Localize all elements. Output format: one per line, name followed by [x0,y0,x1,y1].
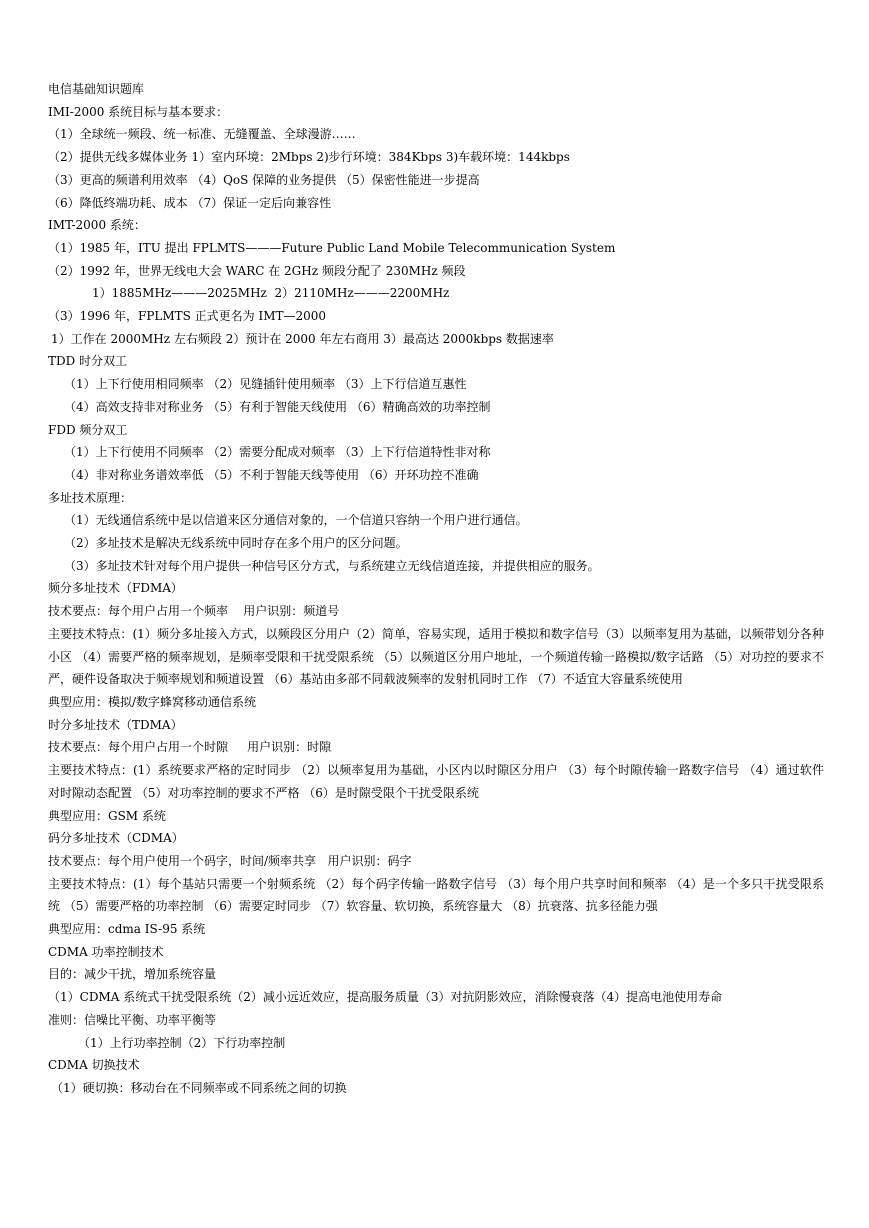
list-item: （6）降低终端功耗、成本 （7）保证一定后向兼容性 [48,195,332,210]
section-heading: CDMA 切换技术 [48,1058,140,1073]
list-item: （1）硬切换：移动台在不同频率或不同系统之间的切换 [51,1080,347,1095]
list-item: （1）上下行使用不同频率 （2）需要分配成对频率 （3）上下行信道特性非对称 [64,445,491,460]
paragraph: 典型应用：GSM 系统 [48,808,166,823]
paragraph: 主要技术特点：(1）每个基站只需要一个射频系统 （2）每个码字传输一路数字信号 （3）每个用户共享时间和频率 （4）是一个多只干扰受限系统 （5）需要严格的功率控制 （6）需要定时同步 （7）软容量、软切换，系统容量大 （8）抗衰落、抗多径能力强 [48,876,824,914]
list-item: 1）1885MHz———2025MHz 2）2110MHz———2200MHz [92,286,450,301]
list-item: （3）更高的频谱利用效率 （4）QoS 保障的业务提供 （5）保密性能进一步提高 [48,172,480,187]
paragraph: 技术要点：每个用户占用一个频率 用户识别：频道号 [48,604,340,619]
doc-title: 电信基础知识题库 [48,82,145,96]
section-heading: 时分多址技术（TDMA） [48,717,183,732]
section-heading: IMI-2000 系统目标与基本要求： [48,104,229,119]
list-item: （2）1992 年，世界无线电大会 WARC 在 2GHz 频段分配了 230MHz 频段 [48,263,466,278]
section-heading: FDD 频分双工 [48,422,128,437]
list-item: （1）无线通信系统中是以信道来区分通信对象的，一个信道只容纳一个用户进行通信。 [64,513,528,528]
document-body [48,78,824,1100]
list-item: （4）非对称业务谱效率低 （5）不利于智能天线等使用 （6）开环功控不准确 [64,467,479,482]
list-item: （3）1996 年，FPLMTS 正式更名为 IMT—2000 [48,309,327,324]
section-heading: 多址技术原理： [48,490,133,505]
list-item: （3）多址技术针对每个用户提供一种信号区分方式，与系统建立无线信道连接，并提供相应的服务。 [64,558,600,573]
list-item: （1）CDMA 系统式干扰受限系统（2）减小远近效应，提高服务质量（3）对抗阴影效应，消除慢衰落（4）提高电池使用寿命 [48,990,723,1005]
list-item: （1）上下行使用相同频率 （2）见缝插针使用频率 （3）上下行信道互惠性 [64,377,467,392]
section-heading: 频分多址技术（FDMA） [48,581,183,596]
paragraph: 技术要点：每个用户使用一个码字，时间/频率共享 用户识别：码字 [48,853,412,868]
paragraph: 准则：信噪比平衡、功率平衡等 [48,1012,217,1027]
section-heading: TDD 时分双工 [48,354,128,369]
paragraph: 目的：减少干扰，增加系统容量 [48,967,217,982]
section-heading: IMT-2000 系统： [48,218,146,233]
section-heading: CDMA 功率控制技术 [48,944,164,959]
list-item: （4）高效支持非对称业务 （5）有利于智能天线使用 （6）精确高效的功率控制 [64,399,491,414]
list-item: 1）工作在 2000MHz 左右频段 2）预计在 2000 年左右商用 3）最高达 2000kbps 数据速率 [51,331,554,346]
list-item: （1）全球统一频段、统一标准、无缝覆盖、全球漫游…… [48,127,356,142]
list-item: （2）多址技术是解决无线系统中同时存在多个用户的区分问题。 [64,536,408,551]
paragraph: 典型应用：模拟/数字蜂窝移动通信系统 [48,694,257,709]
list-item: （2）提供无线多媒体业务 1）室内环境：2Mbps 2)步行环境：384Kbps 3)车载环境：144kbps [48,150,570,165]
paragraph: 主要技术特点：(1）频分多址接入方式，以频段区分用户（2）简单，容易实现，适用于模拟和数字信号（3）以频率复用为基础，以频带划分各种小区 （4）需要严格的频率规划，是频率受限和干扰受限系统 （5）以频道区分用户地址，一个频道传输一路模拟/数字话路 （5）对功控的要求不严，硬件设备取决于频率规划和频道设置 （6）基站由多部不同载波频率的发射机同时工作 （7）不适宜大容量系统使用 [48,626,824,687]
list-item: （1）上行功率控制（2）下行功率控制 [78,1035,286,1050]
paragraph: 主要技术特点：(1）系统要求严格的定时同步 （2）以频率复用为基础，小区内以时隙区分用户 （3）每个时隙传输一路数字信号 （4）通过软件对时隙动态配置 （5）对功率控制的要求不严格 （6）是时隙受限个干扰受限系统 [48,763,824,800]
section-heading: 码分多址技术（CDMA） [48,831,184,846]
paragraph: 技术要点：每个用户占用一个时隙 用户识别：时隙 [48,740,332,755]
paragraph: 典型应用：cdma IS-95 系统 [48,922,206,937]
list-item: （1）1985 年，ITU 提出 FPLMTS———Future Public Land Mobile Telecommunication System [48,240,616,255]
